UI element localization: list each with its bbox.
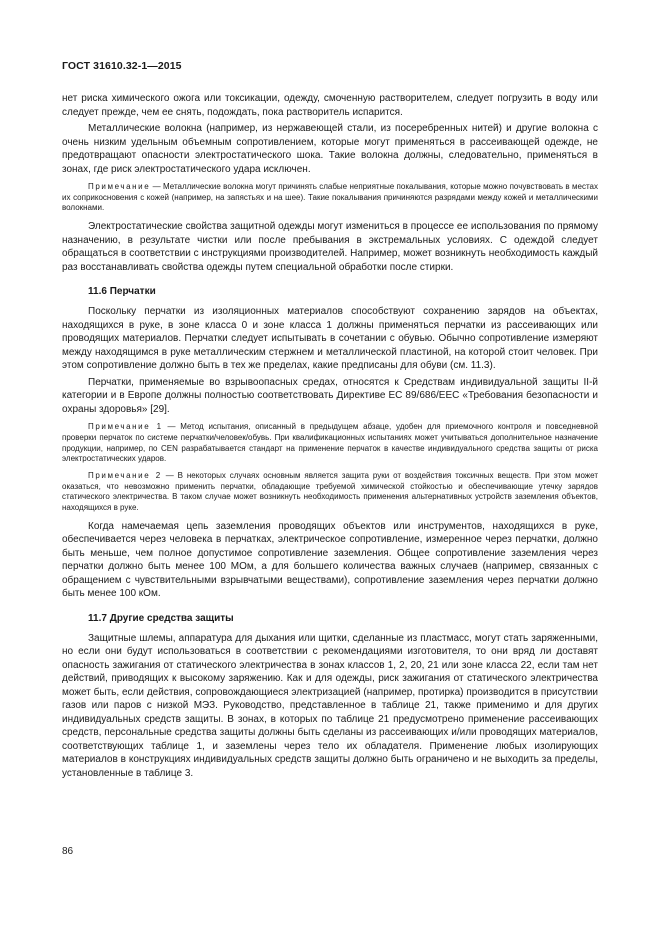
page-number: 86 [62, 846, 74, 857]
note [62, 182, 598, 214]
section-heading-11-7: 11.7 Другие средства защиты [88, 612, 234, 624]
note-label: Примечание [88, 182, 151, 191]
note-label: Примечание 2 [88, 470, 162, 480]
note-text: — Метод испытания, описанный в предыдущем абзаце, удобен для приемочного контроля и повседневной проверки перчаток по системе перчатки/человек/обувь. При квалификационных испытаниях может учитываться дополнительное назначение продукции, например, по CEN разрабатывается стандарт на применение перчаток в качестве индивидуального средства защиты от риска электростатических ударов. [62, 422, 598, 464]
note-text: — Металлические волокна могут причинять слабые неприятные покалывания, которые можно почувствовать в местах их соприкосновения с кожей (например, на запястьях и на шее). Такие покалывания причиняются разрядами между кожей и металлическими волокнами. [62, 182, 598, 213]
section-heading-11-6: 11.6 Перчатки [88, 286, 156, 298]
note [62, 471, 598, 514]
note-label: Примечание 1 [88, 422, 163, 432]
paragraph: Поскольку перчатки из изоляционных материалов способствуют сохранению зарядов на объектах, находящихся в руке, в зоне класса 0 и зоне класса 1 должны применяться перчатки из рассеивающих или проводящих материалов. Перчатки следует испытывать в сочетании с обувью. Обычно сопротивление измеряют между находящимся в руке металлическим стержнем и металлической пластиной, на которой стоит человек. При этом сопротивление должно быть в тех же пределах, какие предписаны для обуви (см. 11.3). [62, 306, 598, 372]
paragraph: Защитные шлемы, аппаратура для дыхания или щитки, сделанные из пластмасс, могут стать заряженными, но если они будут использоваться в соответствии с рекомендациями изготовителя, то они вряд ли доставят опасность зажигания от статического электричества в зонах классов 1, 2, 20, 21 или зоне класса 22, если там нет действий, приводящих к высокому заряжению. Как и для одежды, риск зажигания от статического электричества может быть, если действия, сопровождающиеся электризацией (например, протирка) производится в присутствии газов или паров с низкой МЭЗ. Руководство, представленное в таблице 21, также применимо и для других индивидуальных средств защиты. В зонах, в которых по таблице 21 предусмотрено применение рассеивающих средств, персональные средства защиты должны быть сделаны из рассеивающих и/или проводящих материалов, соответствующих таблице 1, и заземлены через тело их обладателя. Применение любых изолирующих материалов в конструкциях индивидуальных средств защиты должно быть ограничено и не выходить за пределы, установленные в таблице 3. [62, 632, 598, 779]
note [62, 422, 598, 465]
paragraph: Перчатки, применяемые во взрывоопасных средах, относятся к Средствам индивидуальной защиты II-й категории и в Европе должны полностью соответствовать Директиве ЕС 89/686/EEC «Требования безопасности и охраны здоровья» [29]. [62, 376, 598, 415]
document-code-header: ГОСТ 31610.32-1—2015 [62, 60, 182, 72]
paragraph: Электростатические свойства защитной одежды могут измениться в процессе ее использования по прямому назначению, в результате чистки или после пребывания в экстремальных условиях. С одеждой следует обращаться в соответствии с инструкциями производителей. Например, может возникнуть необходимость каждый раз восстанавливать свойства одежды путем специальной обработки после стирки. [62, 221, 598, 273]
paragraph: Когда намечаемая цепь заземления проводящих объектов или инструментов, находящихся в руке, обеспечивается через человека в перчатках, электрическое сопротивление, измеренное через перчатки, должно быть меньше, чем полное допустимое сопротивление заземления. Общее сопротивление заземления через перчатки должно быть менее 100 МОм, а для большего количества важных случаев (например, связанных с обращением с чувствительными взрывчатыми веществами), сопротивление заземления через перчатки должно быть менее 100 кОм. [62, 520, 598, 600]
paragraph: нет риска химического ожога или токсикации, одежду, смоченную растворителем, следует погрузить в воду или следует прежде, чем ее снять, подождать, пока растворитель испарится. [62, 93, 598, 118]
page-content [62, 92, 598, 783]
note-text: — В некоторых случаях основным является защита руки от воздействия токсичных веществ. При этом может оказаться, что невозможно применить перчатки, обладающие требуемой химической стойкостью и обеспечивающие утечку зарядов статического электричества. В таком случае может возникнуть необходимость применения альтернативных устройств заземления объектов, находящихся в руке. [62, 470, 598, 513]
paragraph: Металлические волокна (например, из нержавеющей стали, из посеребренных нитей) и другие волокна с очень низким удельным объемным сопротивлением, которые могут применяться в рассеивающей одежде, не предотвращают опасности электростатического шока. Такие волокна должны, следовательно, применяться в зонах, где риск электростатического удара исключен. [62, 123, 598, 175]
